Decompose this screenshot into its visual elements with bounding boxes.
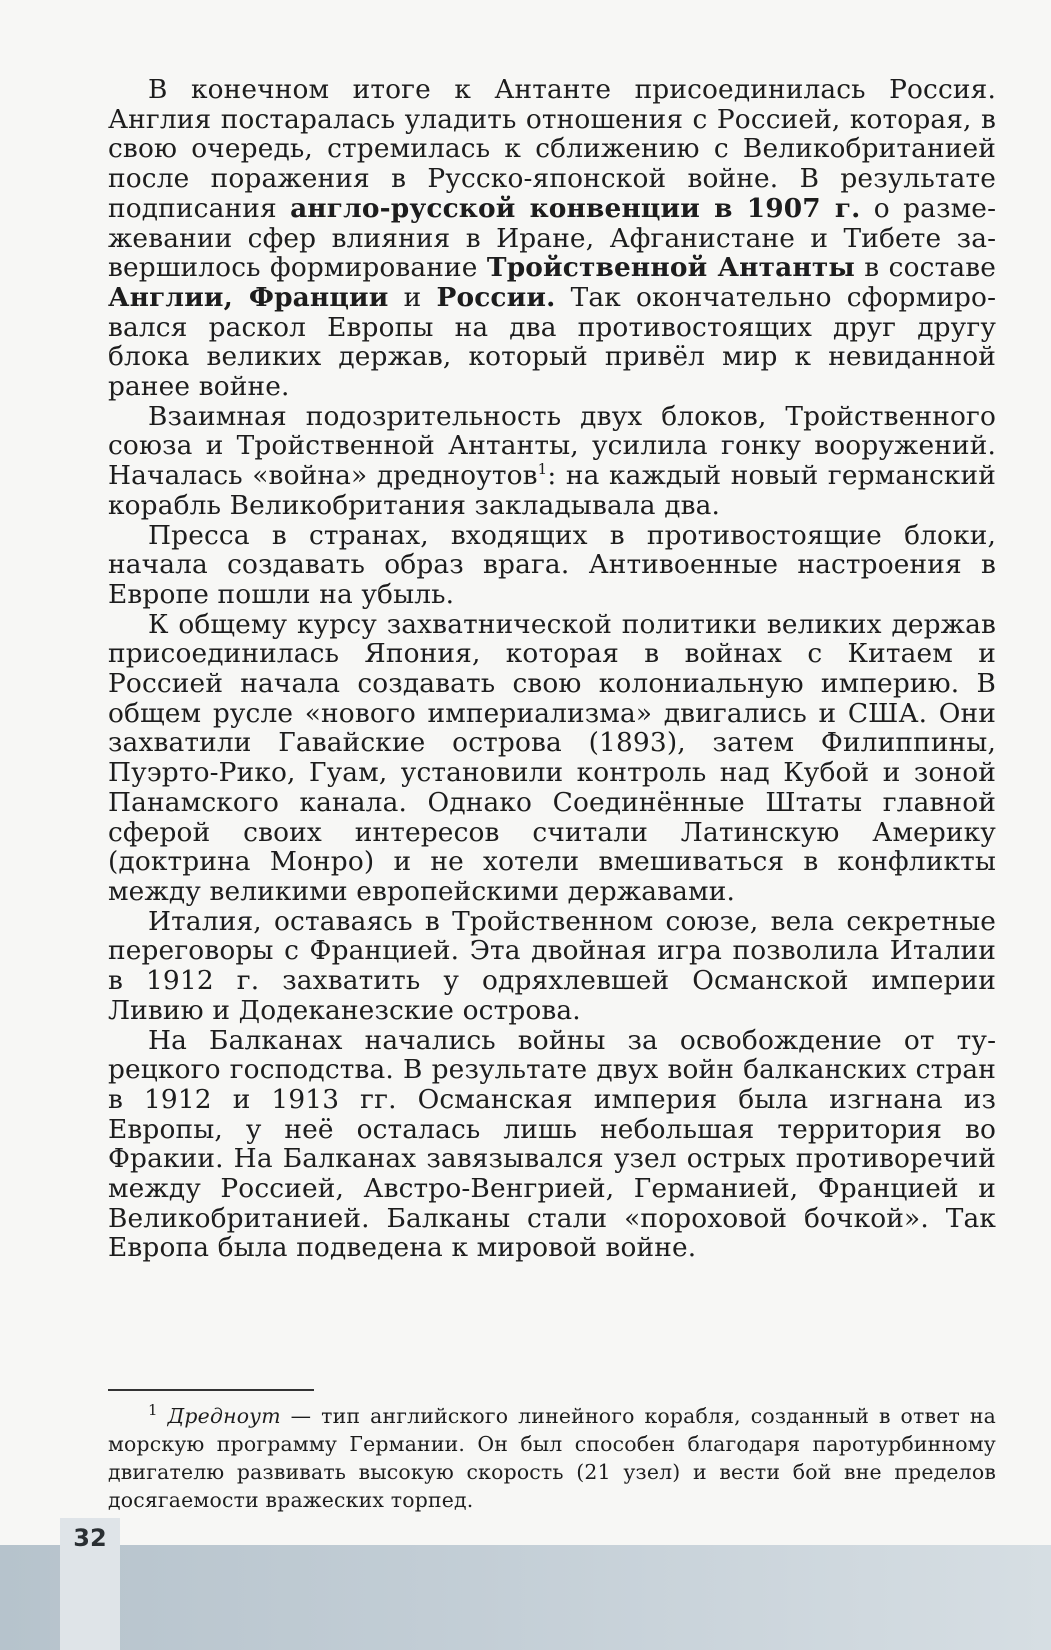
text-run: Италия, оставаясь в Тройственном союзе, вела секретные переговоры с Францией. Эта двойная игра позволила Италии в 1912 г. захватить у одряхлевшей Османской империи Ливию и Додеканезские острова. [108, 905, 996, 1026]
footnote [108, 1402, 996, 1514]
text-run: К общему курсу захватнической политики великих держав присоединилась Япония, которая в войнах с Китаем и Россией начала создавать свою колониальную империю. В общем русле «нового империализма» двигались и США. Они захватили Гавайские острова (1893), затем Филиппины, Пуэрто-Рико, Гуам, установили контроль над Кубой и зоной Панамского канала. Однако Соединённые Штаты главной сферой своих интересов считали Латинскую Америку (доктрина Монро) и не хотели вмешиваться в конфликты между великими европейскими державами. [108, 608, 996, 907]
text-run: в составе [854, 252, 996, 284]
bold-term: Тройственной Антанты [486, 252, 855, 284]
main-text [108, 75, 996, 1263]
text-run: и [388, 281, 437, 313]
text-run: Взаимная подозрительность двух блоков, Тройственного союза и Тройственной Антанты, усилила гонку вооружений. Началась «война» дредноутов [108, 400, 996, 492]
text-run: : на каждый новый германский корабль Великобритания закладывала два. [108, 460, 997, 521]
text-run: На Балканах начались войны за освобождение от турецкого господства. В результате двух войн балканских стран в 1912 и 1913 гг. Османская империя была изгнана из Европы, у неё осталась лишь небольшая территория во Фракии. На Балканах завязывался узел острых противоречий между Россией, Австро-Венгрией, Германией, Францией и Великобританией. Балканы стали «пороховой бочкой». Так Европа была подведена к мировой войне. [108, 1024, 996, 1264]
text-run: В конечном итоге к Антанте присоединилась Россия. Англия постаралась уладить отношения с Россией, которая, в свою очередь, стремилась к сближению с Великобританией после поражения в Русско-японской войне. В результате подписания [108, 74, 996, 224]
bold-term: англо-русской конвенции в 1907 г. [290, 192, 861, 224]
footnote-text: — тип английского линейного корабля, созданный в ответ на морскую программу Германии. Он был способен благодаря паротурбинному двигателю развивать высокую скорость (21 узел) и вести бой вне пределов досягаемости вражеских торпед. [108, 1404, 996, 1512]
paragraph-italy [108, 907, 996, 1026]
text-run: Так окончательно сформировался раскол Европы на два противостоящих друг другу блока великих держав, который привёл мир к невиданной ранее войне. [108, 281, 996, 403]
footnote-marker: 1 [148, 1401, 158, 1420]
text-run: Пресса в странах, входящих в противостоящие блоки, начала создавать образ врага. Антивоенные настроения в Европе пошли на убыль. [108, 519, 996, 610]
footer-band [0, 1545, 1051, 1650]
text-run: о размежевании сфер влияния в Иране, Афганистане и Тибете завершилось формирование [108, 192, 996, 284]
footnote-reference: 1 [537, 460, 548, 479]
page-number: 32 [73, 1524, 107, 1552]
footnote-divider [108, 1389, 314, 1391]
bold-term: России. [436, 281, 556, 313]
paragraph-entente [108, 75, 996, 402]
paragraph-balkans [108, 1026, 996, 1264]
paragraph-arms-race [108, 402, 996, 521]
bold-term: Англии, Франции [108, 281, 389, 313]
footnote-term: Дредноут [167, 1404, 281, 1428]
paragraph-japan-usa [108, 610, 996, 907]
paragraph-press [108, 521, 996, 610]
